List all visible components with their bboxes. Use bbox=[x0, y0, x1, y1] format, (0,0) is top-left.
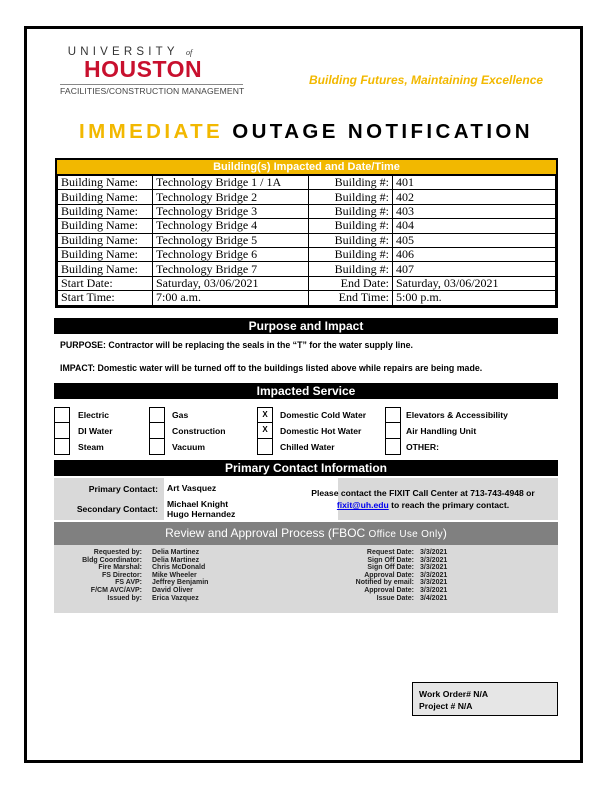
service-label: Domestic Hot Water bbox=[280, 426, 362, 436]
secondary-contact-name-1: Michael Knight bbox=[167, 499, 229, 509]
review-right-label: Sign Off Date: bbox=[367, 564, 414, 572]
building-number-label: Building #: bbox=[309, 233, 393, 247]
building-number-value: 407 bbox=[393, 262, 556, 276]
review-right-value: 3/3/2021 bbox=[420, 571, 448, 579]
review-right-value: 3/4/2021 bbox=[420, 594, 448, 602]
review-right-value: 3/3/2021 bbox=[420, 579, 448, 587]
building-number-value: 405 bbox=[393, 233, 556, 247]
service-checkbox[interactable] bbox=[54, 423, 70, 439]
building-number-label: Building #: bbox=[309, 247, 393, 261]
contact-panel bbox=[54, 478, 558, 520]
review-left-label: Bldg Coordinator: bbox=[82, 556, 142, 564]
review-panel bbox=[54, 545, 558, 613]
building-row bbox=[58, 247, 556, 261]
review-left-label: Issued by: bbox=[107, 594, 142, 602]
contact-header: Primary Contact Information bbox=[54, 460, 558, 476]
service-checkbox[interactable]: X bbox=[257, 423, 273, 439]
service-checkbox[interactable] bbox=[385, 439, 401, 455]
service-checkbox[interactable] bbox=[54, 439, 70, 455]
service-label: Gas bbox=[172, 410, 189, 420]
buildings-table bbox=[55, 158, 558, 308]
building-name-label: Building Name: bbox=[58, 176, 153, 190]
service-label: OTHER: bbox=[406, 442, 439, 452]
review-left-value: Chris McDonald bbox=[152, 564, 206, 572]
building-name-value: Technology Bridge 1 / 1A bbox=[153, 176, 309, 190]
review-right-label: Approval Date: bbox=[364, 587, 414, 594]
service-label: Elevators & Accessibility bbox=[406, 410, 508, 420]
building-number-label: Building #: bbox=[309, 190, 393, 204]
secondary-contact-name-2: Hugo Hernandez bbox=[167, 509, 236, 519]
review-right-label: Sign Off Date: bbox=[367, 556, 414, 564]
building-name-value: Technology Bridge 5 bbox=[153, 233, 309, 247]
building-name-label: Building Name: bbox=[58, 190, 153, 204]
service-label: Air Handling Unit bbox=[406, 426, 477, 436]
end-date-value: Saturday, 03/06/2021 bbox=[393, 276, 556, 290]
building-number-value: 402 bbox=[393, 190, 556, 204]
review-right-label: Request Date: bbox=[366, 549, 414, 556]
review-left-value: Delia Martinez bbox=[152, 549, 200, 556]
review-left-value: Mike Wheeler bbox=[152, 571, 197, 579]
building-row bbox=[58, 262, 556, 276]
impact-text: IMPACT: Domestic water will be turned off to the buildings listed above while repairs are being made. bbox=[60, 363, 483, 373]
end-time-value: 5:00 p.m. bbox=[393, 291, 556, 305]
review-left-label: FS AVP: bbox=[115, 579, 142, 587]
start-time-label: Start Time: bbox=[58, 291, 153, 305]
service-label: Vacuum bbox=[172, 442, 205, 452]
title-highlight: IMMEDIATE bbox=[79, 120, 224, 143]
review-right-label: Notified by email: bbox=[355, 579, 414, 587]
building-name-label: Building Name: bbox=[58, 204, 153, 218]
building-number-value: 404 bbox=[393, 219, 556, 233]
building-number-value: 403 bbox=[393, 204, 556, 218]
review-left-value: Delia Martinez bbox=[152, 556, 200, 564]
logo-divider bbox=[60, 84, 243, 85]
service-checkbox[interactable] bbox=[149, 423, 165, 439]
review-left-label: Requested by: bbox=[93, 549, 142, 556]
primary-contact-label: Primary Contact: bbox=[88, 484, 158, 494]
service-label: Construction bbox=[172, 426, 226, 436]
review-right-value: 3/3/2021 bbox=[420, 556, 448, 564]
review-header bbox=[54, 522, 558, 545]
building-name-label: Building Name: bbox=[58, 233, 153, 247]
project-number: Project # N/A bbox=[419, 701, 473, 711]
end-date-label: End Date: bbox=[309, 276, 393, 290]
end-time-label: End Time: bbox=[309, 291, 393, 305]
service-checkbox[interactable] bbox=[257, 439, 273, 455]
building-row bbox=[58, 219, 556, 233]
service-checkbox[interactable]: X bbox=[257, 407, 273, 423]
building-name-label: Building Name: bbox=[58, 262, 153, 276]
review-right-label: Issue Date: bbox=[376, 594, 414, 602]
work-order-number: Work Order# N/A bbox=[419, 689, 489, 699]
service-label: Chilled Water bbox=[280, 442, 335, 452]
building-name-label: Building Name: bbox=[58, 247, 153, 261]
page-title bbox=[0, 120, 612, 144]
review-right-label: Approval Date: bbox=[364, 571, 414, 579]
service-checkbox[interactable] bbox=[385, 423, 401, 439]
title-rest: OUTAGE NOTIFICATION bbox=[232, 120, 533, 143]
review-header-small: Office Use Only bbox=[368, 529, 443, 540]
service-checkbox[interactable] bbox=[54, 407, 70, 423]
building-number-label: Building #: bbox=[309, 262, 393, 276]
review-left-value: Erica Vazquez bbox=[152, 594, 199, 602]
start-date-row bbox=[58, 276, 556, 290]
service-label: Steam bbox=[78, 442, 104, 452]
tagline: Building Futures, Maintaining Excellence bbox=[309, 73, 544, 87]
purpose-header: Purpose and Impact bbox=[54, 318, 558, 334]
start-date-label: Start Date: bbox=[58, 276, 153, 290]
logo-university: UNIVERSITY bbox=[67, 46, 179, 58]
building-row bbox=[58, 176, 556, 190]
review-left-value: David Oliver bbox=[152, 587, 193, 594]
start-time-value: 7:00 a.m. bbox=[153, 291, 309, 305]
review-header-close: ) bbox=[442, 526, 447, 540]
service-label: Domestic Cold Water bbox=[280, 410, 367, 420]
building-number-label: Building #: bbox=[309, 204, 393, 218]
logo-of: of bbox=[185, 48, 193, 57]
building-number-value: 401 bbox=[393, 176, 556, 190]
building-name-value: Technology Bridge 2 bbox=[153, 190, 309, 204]
review-left-value: Jeffrey Benjamin bbox=[152, 579, 209, 587]
purpose-text: PURPOSE: Contractor will be replacing the seals in the “T” for the water supply line. bbox=[60, 340, 413, 350]
review-header-main: Review and Approval Process (FBOC bbox=[165, 526, 369, 540]
building-name-value: Technology Bridge 4 bbox=[153, 219, 309, 233]
building-name-value: Technology Bridge 3 bbox=[153, 204, 309, 218]
contact-message bbox=[288, 487, 558, 511]
services-grid bbox=[54, 407, 558, 455]
building-number-label: Building #: bbox=[309, 176, 393, 190]
building-number-label: Building #: bbox=[309, 219, 393, 233]
building-number-value: 406 bbox=[393, 247, 556, 261]
review-right-value: 3/3/2021 bbox=[420, 587, 448, 594]
building-name-label: Building Name: bbox=[58, 219, 153, 233]
review-left-label: Fire Marshal: bbox=[98, 564, 142, 572]
fixit-email-link[interactable]: fixit@uh.edu bbox=[336, 500, 389, 510]
service-checkbox[interactable] bbox=[149, 407, 165, 423]
logo-department: FACILITIES/CONSTRUCTION MANAGEMENT bbox=[60, 86, 245, 96]
uh-logo bbox=[60, 46, 245, 96]
building-row bbox=[58, 233, 556, 247]
work-order-box bbox=[412, 682, 558, 716]
service-checkbox[interactable] bbox=[385, 407, 401, 423]
review-right-value: 3/3/2021 bbox=[420, 564, 448, 572]
review-left-label: FS Director: bbox=[101, 571, 142, 579]
contact-message-line1: Please contact the FIXIT Call Center at 713-743-4948 or bbox=[311, 488, 535, 498]
building-row bbox=[58, 204, 556, 218]
services-header: Impacted Service bbox=[54, 383, 558, 399]
logo-houston: HOUSTON bbox=[84, 56, 203, 82]
service-checkbox[interactable] bbox=[149, 439, 165, 455]
building-name-value: Technology Bridge 6 bbox=[153, 247, 309, 261]
start-date-value: Saturday, 03/06/2021 bbox=[153, 276, 309, 290]
building-name-value: Technology Bridge 7 bbox=[153, 262, 309, 276]
service-label: DI Water bbox=[78, 426, 113, 436]
service-label: Electric bbox=[78, 410, 110, 420]
review-left-label: F/CM AVC/AVP: bbox=[90, 587, 142, 594]
review-right-value: 3/3/2021 bbox=[420, 549, 448, 556]
buildings-table-header: Building(s) Impacted and Date/Time bbox=[57, 160, 556, 175]
primary-contact-name: Art Vasquez bbox=[167, 483, 217, 493]
building-row bbox=[58, 190, 556, 204]
contact-message-line2: to reach the primary contact. bbox=[388, 500, 510, 510]
start-time-row bbox=[58, 291, 556, 305]
secondary-contact-label: Secondary Contact: bbox=[76, 504, 158, 514]
